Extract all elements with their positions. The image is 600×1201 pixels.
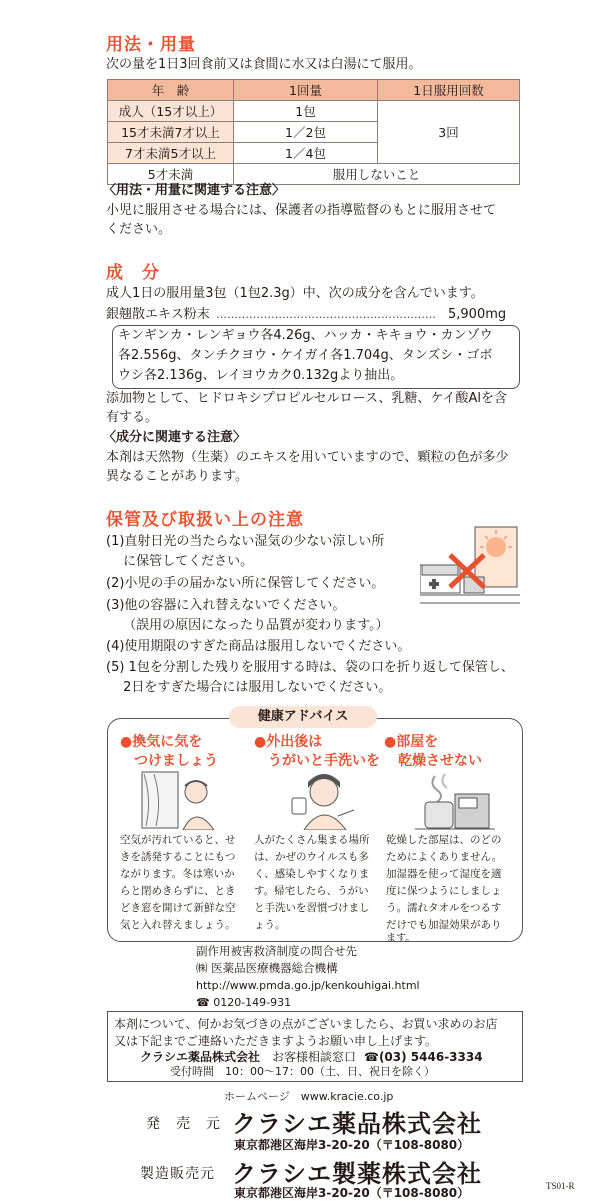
- manufacturer-label: 製造販売元: [140, 1166, 215, 1182]
- dosage-heading: 用法・用量: [106, 35, 196, 55]
- dosage-table: [107, 79, 520, 185]
- advice-title: 健康アドバイス: [229, 706, 377, 728]
- ingredients-heading: 成 分: [106, 263, 160, 283]
- contact-phone: ☎(03) 5446-3334: [364, 1050, 483, 1064]
- dosage-intro: 次の量を1日3回食前又は食間に水又は白湯にて服用。: [106, 57, 422, 72]
- col-amount: 1回量: [234, 80, 378, 101]
- seller-name: クラシエ薬品株式会社: [232, 1110, 482, 1138]
- extract-dots: ……………………………………………………: [216, 308, 436, 321]
- dosage-note-title: 〈用法・用量に関連する注意〉: [103, 183, 286, 198]
- package-insert: 用法・用量 次の量を1日3回食前又は食間に水又は白湯にて服用。 年 齢 1回量 1日服用回数 成人（15才以上） 1包 3回 15才未満7才以上 1／2包 7才未満5才以上 1／4包 5才未満 服用しないこと 〈用法・用量に関連する注意〉 小児に服用させる場合には、保護者の指導監督のもとに服用させて ください。 成 分 成人1日の服用量3包（1包2.3g）中、次の成分を含んでいます。 銀翹散エキス粉末 …………………………………………………… 5,900mg キンギンカ・レンギョウ各4.26g、ハッカ・キキョウ・カンゾウ 各2.556g、タンチクヨウ・ケイガイ各1.704g、タンズシ・ゴボ ウシ各2.136g、レイヨウカク0.132gより抽出。 添加物として、ヒドロキシプロピルセルロース、乳糖、ケイ酸Alを含 有する。 〈成分に関連する注意〉 本剤は天然物（生薬）のエキスを用いていますので、顆粒の色が多少 異なることがあります。 保管及び取扱い上の注意 (1)直射日光の当たらない湿気の少ない涼しい所 に保管してください。 (2)小児の手の届かない所に保管してください。 (3)他の容器に入れ替えないでください。 （誤用の原因になったり品質が変わります。） (4)使用期限のすぎた商品は服用しないでください。 (5) 1包を分割した残りを服用する時は、袋の口を折り返して保管し、 2日をすぎた場合には服用しないでください。 健康アドバイス ●換気に気を つけましょう ●外出後は うがいと手洗いを ●部屋を 乾燥させない 空気が汚れていると、せ きを誘発することにもつ ながります。冬は寒いか らと閉めきらずに、とき どき窓を開けて新鮮な空 気と入れ替えましょう。 人がたくさん集まる場所 は、かぜのウイルスも多 く、感染しやすくなりま す。帰宅したら、うがい と手洗いを習慣づけまし ょう。 乾燥した部屋は、のどの ためによくありません。 加湿器を使って湿度を適 度に保つようにしましょ う。濡れタオルをつるす だけでも加湿効果があり ます。 副作用被害救済制度の問合せ先 ㈱ 医薬品医療機器総合機構 http://www.pmda.go.jp/kenkouhigai.html ☎ 0120-149-931 本剤について、何かお気づきの点がございましたら、お買い求めのお店 又は下記までご連絡いただきますようお願い申し上げます。 クラシエ薬品株式会社 お客様相談窓口 ☎(03) 5446-3334 受付時間 10：00～17：00（土、日、祝日を除く） ホームページ www.kracie.co.jp 発 売 元 クラシエ薬品株式会社 東京都港区海岸3-20-20（〒108-8080） 製造販売元 クラシエ製薬株式会社 東京都港区海岸3-20-20（〒108-8080） TS01-R: [0, 0, 600, 1200]
- storage-heading: 保管及び取扱い上の注意: [106, 510, 304, 530]
- extract-amount: 5,900mg: [448, 307, 507, 322]
- storage-illustration: [420, 525, 520, 615]
- table-row: 5才未満 服用しないこと: [108, 164, 520, 185]
- homepage[interactable]: ホームページ www.kracie.co.jp: [224, 1090, 394, 1103]
- humidifier-illustration: [415, 772, 495, 830]
- gargle-illustration: [280, 770, 360, 830]
- col-age: 年 齢: [108, 80, 234, 101]
- table-row: 15才未満7才以上 1／2包: [108, 122, 520, 143]
- document-code: TS01-R: [546, 1181, 575, 1191]
- window-illustration: [138, 770, 218, 830]
- frequency-cell: 3回: [378, 101, 520, 164]
- table-row: 7才未満5才以上 1／4包: [108, 143, 520, 164]
- table-row: 成人（15才以上） 1包 3回: [108, 101, 520, 122]
- ingredients-note-title: 〈成分に関連する注意〉: [103, 430, 247, 445]
- manufacturer-name: クラシエ製薬株式会社: [232, 1160, 482, 1188]
- seller-label: 発 売 元: [146, 1116, 221, 1132]
- extract-name: 銀翹散エキス粉末: [106, 307, 210, 322]
- col-frequency: 1日服用回数: [378, 80, 520, 101]
- relief-url[interactable]: http://www.pmda.go.jp/kenkouhigai.html: [196, 979, 420, 992]
